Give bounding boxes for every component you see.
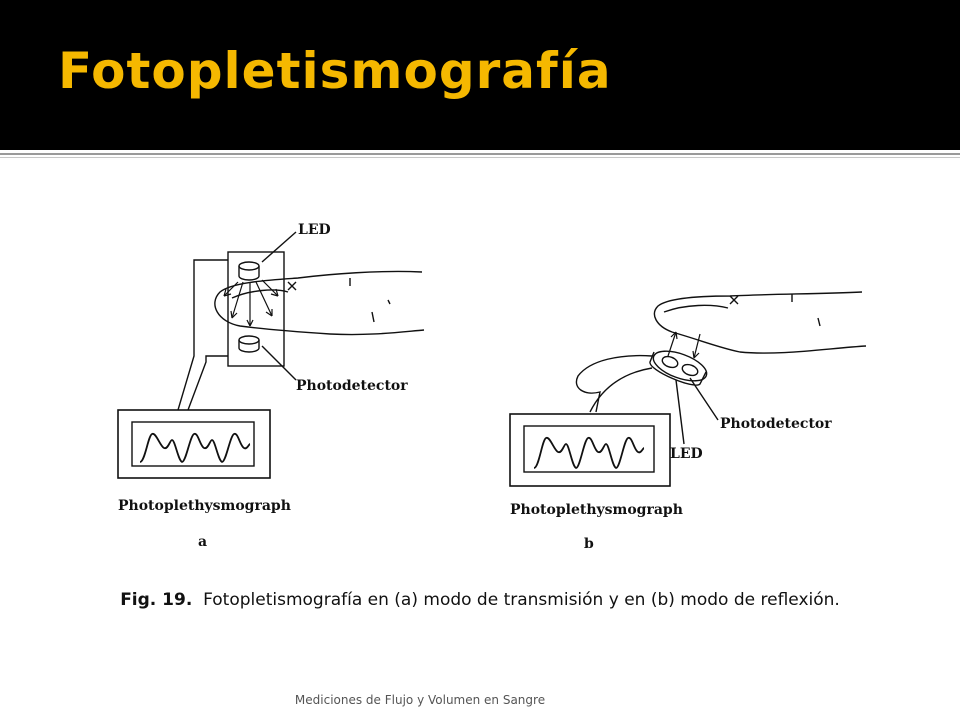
slide-title: Fotopletismografía	[58, 42, 612, 100]
finger-b-outline	[654, 292, 866, 353]
panel-a	[118, 232, 424, 478]
waveform-a	[140, 434, 250, 462]
device-label-b: Photoplethysmograph	[510, 502, 683, 518]
monitor-b	[510, 414, 670, 486]
figure-caption-label: Fig. 19.	[120, 590, 193, 610]
waveform-b	[534, 438, 644, 468]
finger-b-crease	[792, 294, 820, 326]
panel-letter-b: b	[584, 536, 594, 552]
cable-a-2	[188, 356, 228, 410]
device-label-a: Photoplethysmograph	[118, 498, 291, 514]
finger-a-mark	[288, 282, 296, 290]
finger-b-nail	[664, 305, 728, 312]
cable-b-2	[590, 368, 652, 412]
led-label-b: LED	[670, 446, 703, 462]
monitor-b-screen	[524, 426, 654, 472]
photodetector-a	[239, 336, 259, 344]
slide-footer: Mediciones de Flujo y Volumen en Sangre	[294, 693, 546, 707]
figure-caption-text: Fotopletismografía en (a) modo de transmisión y en (b) modo de reflexión.	[203, 590, 840, 610]
reflection-sensor-b	[650, 345, 711, 387]
photodetector-a-body	[239, 340, 259, 352]
led-a-body	[239, 266, 259, 280]
led-a	[239, 262, 259, 270]
photodetector-label-b: Photodetector	[720, 416, 832, 432]
monitor-a	[118, 410, 270, 478]
finger-a-outline	[215, 271, 424, 334]
led-a-leader	[262, 232, 296, 262]
photodetector-label-a: Photodetector	[296, 378, 408, 394]
cable-a	[178, 260, 228, 410]
photodetector-a-leader	[262, 346, 296, 380]
photodetector-b-leader	[690, 378, 718, 420]
figure-caption	[120, 586, 840, 614]
led-label-a: LED	[298, 222, 331, 238]
finger-b-mark	[730, 296, 738, 304]
monitor-a-screen	[132, 422, 254, 466]
led-b-leader	[676, 380, 684, 444]
finger-a-crease	[350, 278, 390, 322]
panel-letter-a: a	[198, 534, 208, 550]
